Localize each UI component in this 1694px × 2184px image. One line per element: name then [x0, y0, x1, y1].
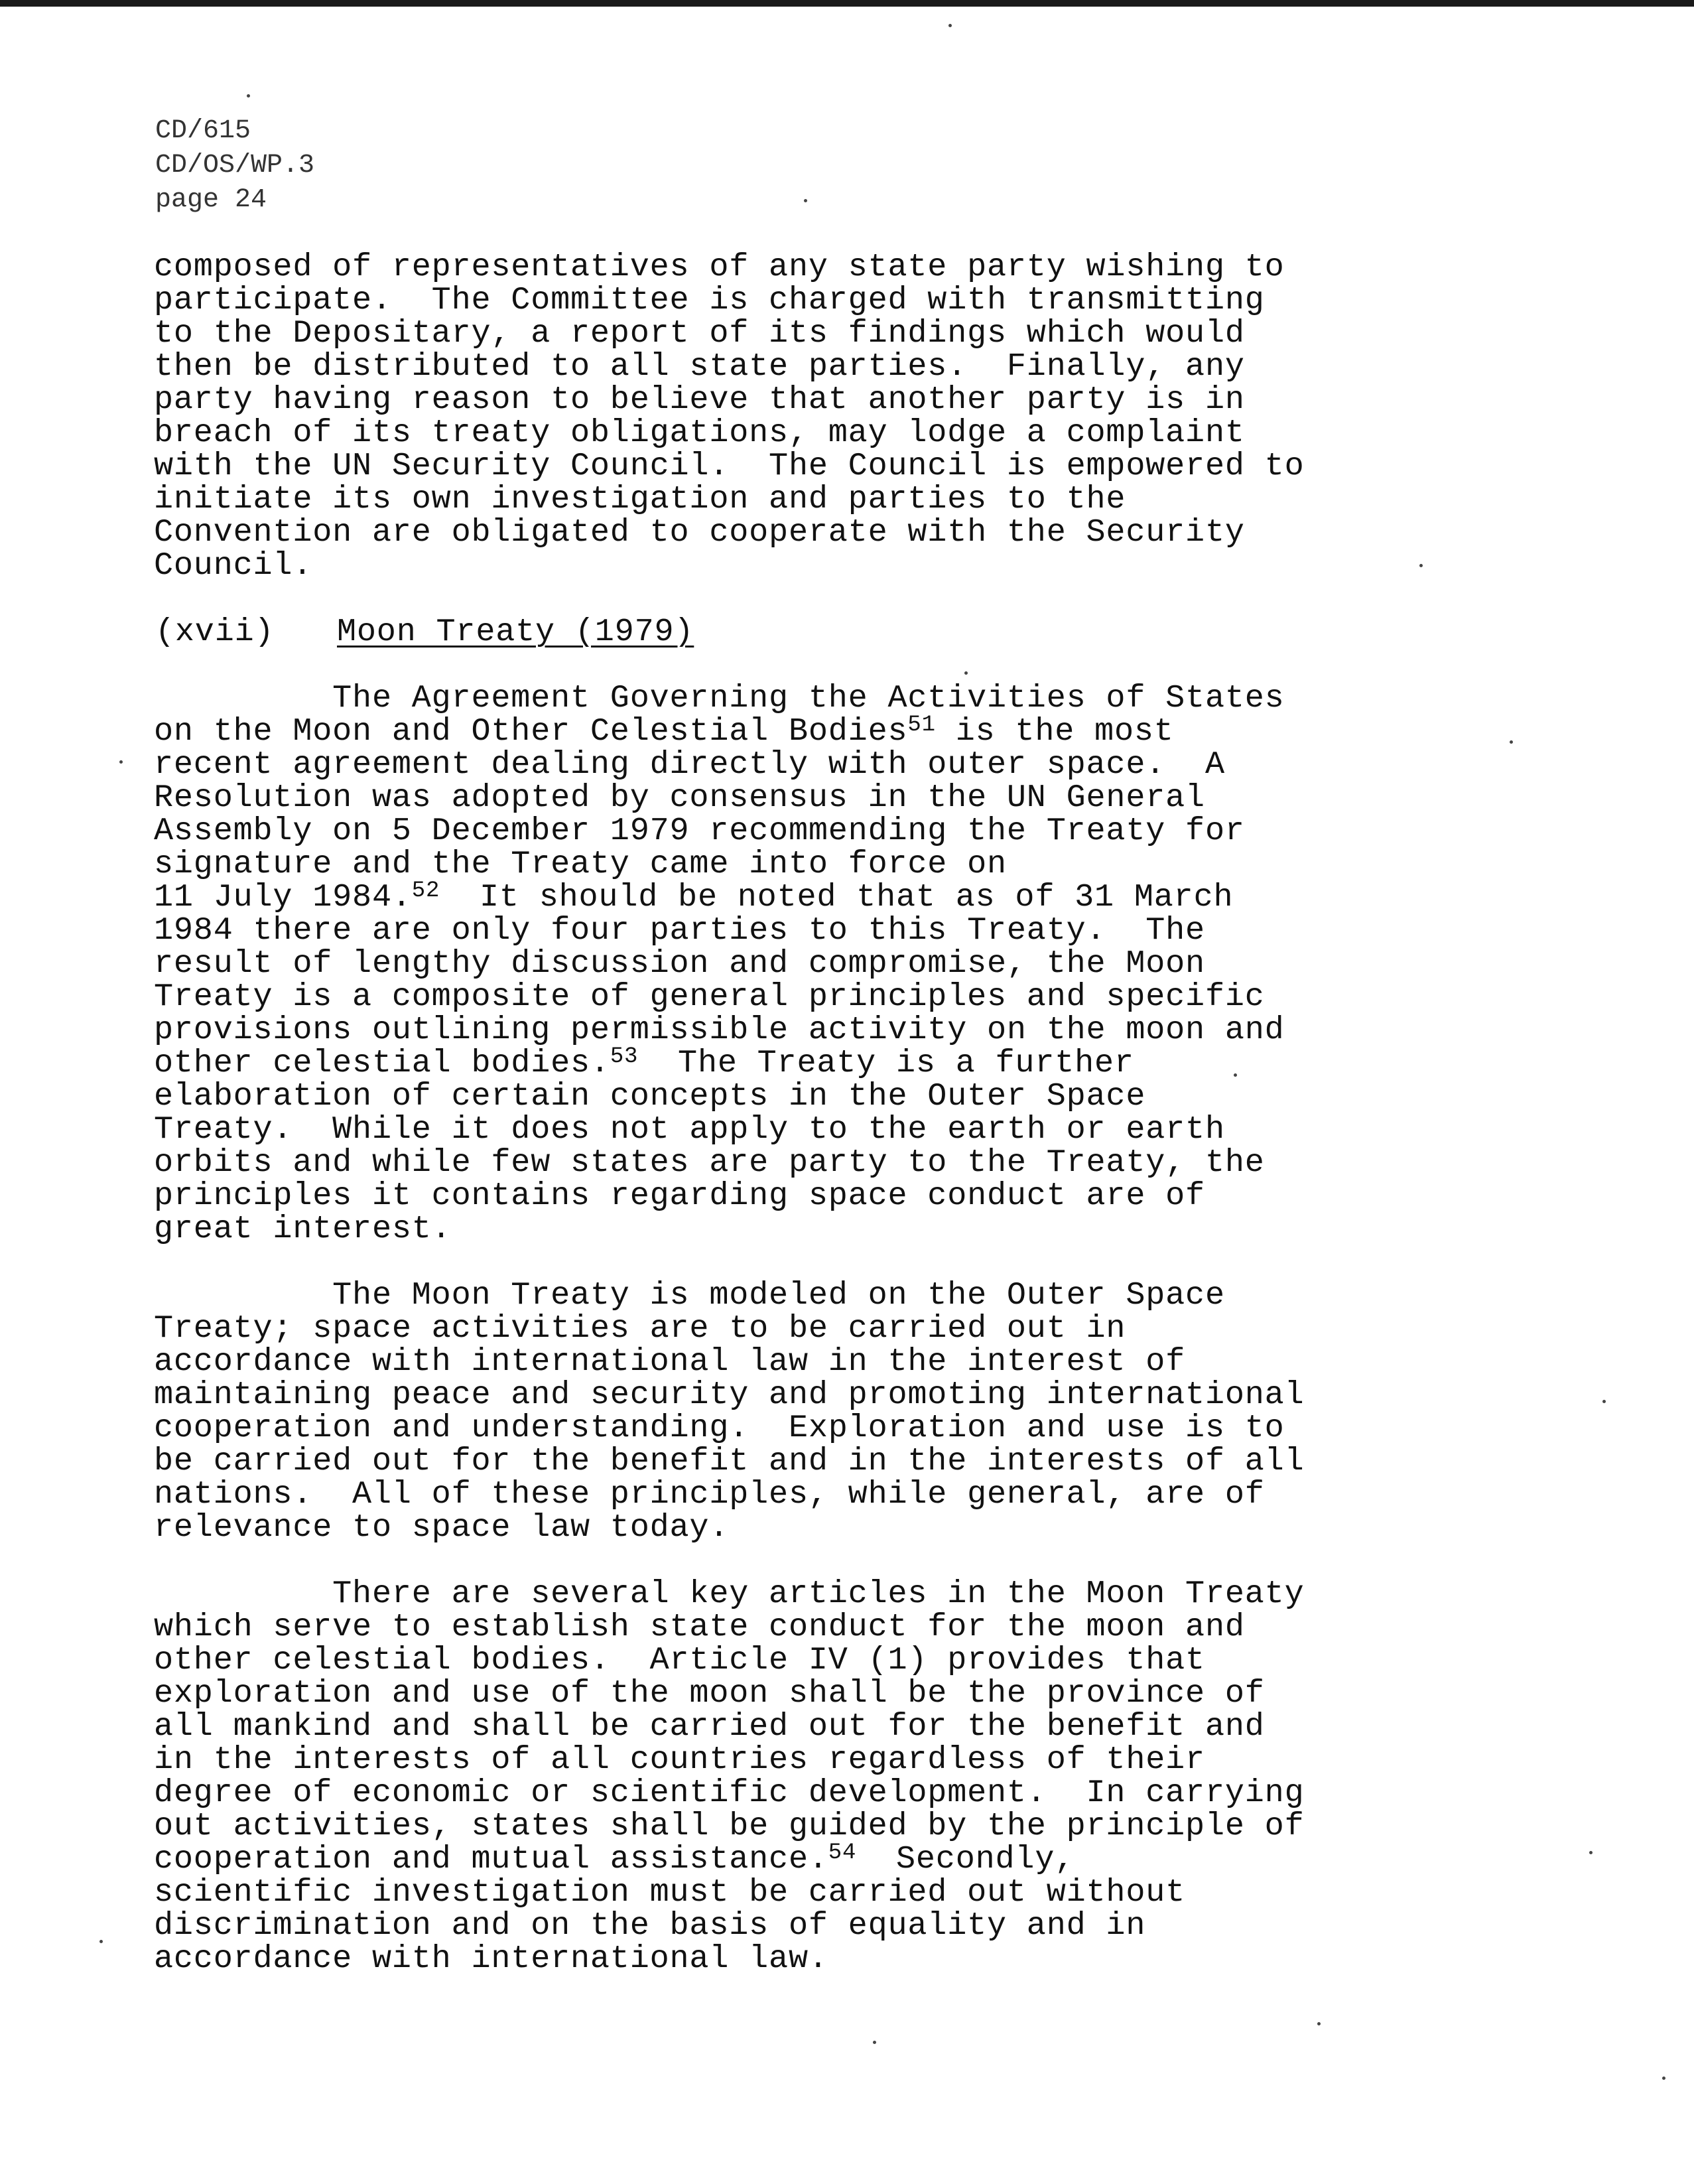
text-line: Council. [154, 547, 313, 584]
text-line: There are several key articles in the Moon Treaty [154, 1576, 1305, 1612]
text-line: nations. All of these principles, while general, are of [154, 1476, 1265, 1513]
text-line: maintaining peace and security and promoting international [154, 1377, 1305, 1413]
paragraph-gap [154, 1246, 1547, 1279]
text-line: relevance to space law today. [154, 1509, 730, 1546]
text-line: initiate its own investigation and parties to the [154, 481, 1126, 517]
text-line: great interest. [154, 1211, 452, 1247]
text-line: Resolution was adopted by consensus in the UN General [154, 780, 1205, 816]
text-line: cooperation and understanding. Exploration and use is to [154, 1410, 1285, 1446]
footnote-marker: 51 [907, 713, 936, 738]
text-line: Convention are obligated to cooperate with the Security [154, 514, 1245, 551]
paragraph-gap [154, 1544, 1547, 1578]
text-line: all mankind and shall be carried out for the benefit and [154, 1708, 1265, 1745]
scan-speck [1419, 564, 1423, 567]
text-line: signature and the Treaty came into force on [154, 846, 1007, 882]
scan-top-edge [0, 0, 1694, 7]
paragraph [154, 682, 1547, 1246]
footnote-marker: 53 [610, 1044, 639, 1069]
page-number: page 24 [155, 185, 267, 215]
text-line: composed of representatives of any state party wishing to [154, 249, 1285, 285]
text-line: breach of its treaty obligations, may lodge a complaint [154, 415, 1245, 451]
scan-speck [1317, 2022, 1321, 2025]
scan-speck [1234, 1073, 1237, 1077]
footnote-marker: 52 [411, 878, 440, 904]
scan-speck [804, 199, 807, 202]
text-line: elaboration of certain concepts in the Outer Space [154, 1078, 1146, 1115]
text-line [154, 1044, 1547, 1081]
paragraph [154, 1279, 1547, 1544]
text-line: Treaty; space activities are to be carried out in [154, 1310, 1126, 1347]
text-segment: It should be noted that as of 31 March [440, 879, 1234, 916]
text-line: result of lengthy discussion and compromise, the Moon [154, 945, 1205, 982]
text-line: Treaty is a composite of general principles and specific [154, 979, 1265, 1015]
text-line: accordance with international law in the interest of [154, 1343, 1186, 1380]
text-line: exploration and use of the moon shall be the province of [154, 1675, 1265, 1712]
document-symbol: CD/615 [155, 116, 251, 146]
text-segment: 11 July 1984. [154, 879, 412, 916]
text-line: Assembly on 5 December 1979 recommending the Treaty for [154, 813, 1245, 849]
text-line: party having reason to believe that another party is in [154, 381, 1245, 418]
text-line: participate. The Committee is charged with transmitting [154, 282, 1265, 318]
text-line: principles it contains regarding space conduct are of [154, 1178, 1205, 1214]
text-segment: cooperation and mutual assistance. [154, 1841, 828, 1877]
scan-speck [119, 760, 123, 764]
text-line [154, 878, 1547, 916]
text-line: discrimination and on the basis of equality and in [154, 1907, 1146, 1944]
text-line: orbits and while few states are party to the Treaty, the [154, 1144, 1265, 1181]
paragraph-gap [154, 649, 1547, 682]
text-segment: on the Moon and Other Celestial Bodies [154, 713, 908, 750]
scan-speck [1602, 1400, 1606, 1403]
scan-speck [1589, 1851, 1593, 1854]
text-line: recent agreement dealing directly with outer space. A [154, 746, 1225, 783]
paragraph [154, 1578, 1547, 1976]
scan-speck [964, 671, 968, 675]
text-segment: other celestial bodies. [154, 1045, 610, 1081]
document-header [155, 114, 314, 218]
scan-speck [873, 2041, 876, 2044]
section-number: (xvii) [155, 614, 275, 650]
text-line: The Agreement Governing the Activities of States [154, 680, 1285, 717]
text-line [154, 1840, 1547, 1877]
working-paper-symbol: CD/OS/WP.3 [155, 151, 315, 180]
text-line: The Moon Treaty is modeled on the Outer Space [154, 1277, 1225, 1314]
text-line: accordance with international law. [154, 1941, 828, 1977]
text-line: which serve to establish state conduct for the moon and [154, 1609, 1245, 1645]
footnote-marker: 54 [828, 1840, 857, 1866]
text-line: scientific investigation must be carried out without [154, 1874, 1186, 1911]
text-line: with the UN Security Council. The Council is empowered to [154, 448, 1305, 484]
document-body [154, 251, 1547, 1976]
text-line: degree of economic or scientific development. In carrying [154, 1775, 1305, 1811]
text-line: 1984 there are only four parties to this Treaty. The [154, 912, 1205, 949]
text-line: to the Depositary, a report of its findings which would [154, 315, 1245, 352]
scan-speck [948, 24, 952, 27]
scan-speck [99, 1940, 103, 1943]
scan-speck [1510, 740, 1513, 744]
text-line: out activities, states shall be guided by the principle of [154, 1808, 1305, 1844]
paragraph [154, 251, 1547, 582]
scan-speck [247, 94, 250, 98]
text-segment: Secondly, [856, 1841, 1075, 1877]
text-line: in the interests of all countries regardless of their [154, 1741, 1205, 1778]
text-line: other celestial bodies. Article IV (1) provides that [154, 1642, 1205, 1678]
paragraph-gap [154, 582, 1547, 616]
text-line: be carried out for the benefit and in the interests of all [154, 1443, 1305, 1479]
text-line [154, 715, 1547, 748]
text-line: provisions outlining permissible activity on the moon and [154, 1012, 1285, 1048]
section-heading [154, 616, 1547, 649]
scan-speck [1662, 2077, 1665, 2080]
text-line: Treaty. While it does not apply to the earth or earth [154, 1111, 1225, 1148]
text-segment: The Treaty is a further [638, 1045, 1134, 1081]
text-line: then be distributed to all state parties. Finally, any [154, 348, 1245, 385]
section-title: Moon Treaty (1979) [337, 614, 694, 650]
text-segment: is the most [935, 713, 1174, 750]
